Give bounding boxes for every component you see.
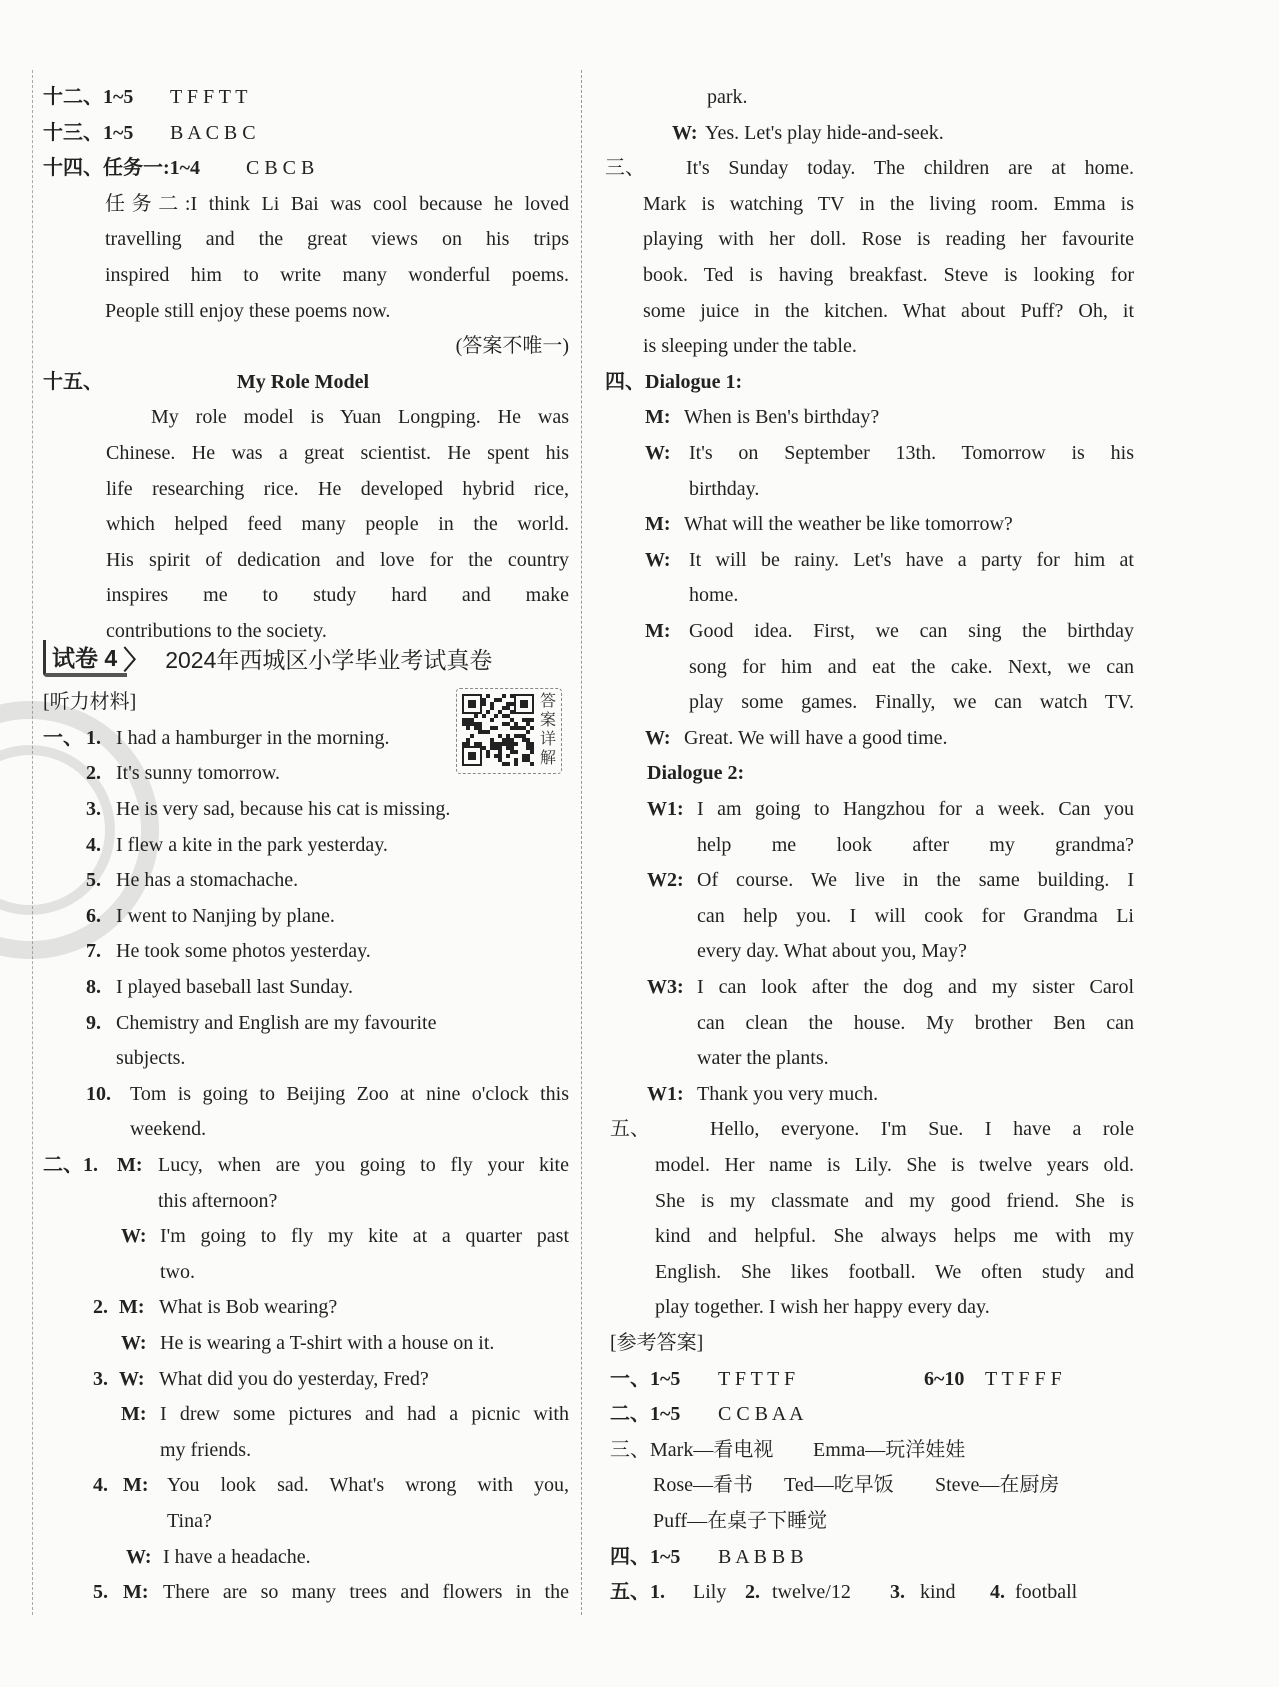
left-line-21-part-1: I flew a kite in the park yesterday. [116, 833, 388, 856]
right-line-29: 五、 [610, 1118, 650, 1141]
right-line-36: 一、1~5 [610, 1367, 681, 1390]
right-line-13-part-1: It will be rainy. Let's have a party for him at [689, 548, 1134, 571]
left-line-42-part-1: M: [123, 1581, 149, 1604]
right-line-9-part-1: When is Ben's birthday? [684, 406, 880, 429]
left-line-2-part-1: C B C B [246, 157, 315, 180]
right-line-26: can clean the house. My brother Ben can [697, 1011, 1134, 1034]
right-line-12-part-1: What will the weather be like tomorrow? [684, 513, 1013, 536]
left-line-22: 5. [86, 869, 101, 892]
left-line-12: which helped feed many people in the world. [106, 513, 569, 536]
left-line-21: 4. [86, 833, 101, 856]
right-line-10: W: [645, 442, 671, 464]
right-line-6: some juice in the kitchen. What about Puff? Oh, it [643, 299, 1134, 322]
right-line-1: W: [672, 121, 698, 144]
right-line-15: M: [645, 620, 671, 642]
left-line-40: Tina? [167, 1510, 212, 1532]
left-line-37: M: [121, 1403, 147, 1426]
left-line-30: 二、1. [43, 1154, 98, 1176]
right-line-42-part-4: 3. [890, 1581, 905, 1604]
right-line-20-part-1: I am going to Hangzhou for a week. Can you [697, 798, 1134, 820]
right-line-12: M: [645, 513, 671, 536]
qr-code-icon [462, 694, 534, 766]
right-line-8: 四、Dialogue 1: [605, 370, 743, 393]
left-line-28-part-1: Tom is going to Beijing Zoo at nine o'clock this [130, 1082, 569, 1105]
left-line-8-part-1: My Role Model [236, 370, 370, 393]
right-line-24: every day. What about you, May? [697, 940, 967, 963]
left-line-39: 4. [93, 1474, 108, 1497]
left-line-6: People still enjoy these poems now. [105, 299, 391, 322]
left-line-5: inspired him to write many wonderful poems. [105, 264, 569, 286]
left-line-29: weekend. [130, 1118, 207, 1141]
right-line-42-part-2: 2. [745, 1581, 760, 1604]
right-line-39-part-2: Steve—在厨房 [935, 1474, 1060, 1497]
left-line-13: His spirit of dedication and love for the country [106, 548, 569, 571]
right-line-40: Puff—在桌子下睡觉 [653, 1510, 828, 1532]
right-line-21: help me look after my grandma? [697, 833, 1134, 856]
right-line-19: Dialogue 2: [647, 762, 745, 785]
left-line-18-part-2: I had a hamburger in the morning. [116, 726, 390, 749]
right-line-13: W: [645, 548, 671, 571]
left-line-4: travelling and the great views on his trips [105, 228, 569, 251]
left-line-30-part-2: Lucy, when are you going to fly your kite [158, 1154, 569, 1176]
left-line-0: 十二、1~5 [43, 86, 134, 108]
right-line-25-part-1: I can look after the dog and my sister Carol [697, 976, 1134, 998]
left-line-24: 7. [86, 940, 101, 963]
left-line-26-part-1: Chemistry and English are my favourite [116, 1011, 437, 1034]
right-line-7: is sleeping under the table. [643, 335, 857, 358]
left-line-3: 任务二:I think Li Bai was cool because he loved [105, 192, 569, 215]
qr-label [538, 691, 558, 767]
left-line-1-part-1: B A C B C [170, 121, 256, 144]
right-line-2-part-1: It's Sunday today. The children are at home. [686, 157, 1134, 180]
right-line-39-part-1: Ted—吃早饭 [784, 1474, 894, 1497]
section-header [43, 640, 492, 676]
left-line-37-part-1: I drew some pictures and had a picnic with [160, 1403, 569, 1426]
left-line-34: 2. [93, 1296, 108, 1319]
left-line-35-part-1: He is wearing a T-shirt with a house on it. [160, 1332, 495, 1354]
right-line-34: play together. I wish her happy every day. [655, 1296, 990, 1319]
left-line-31: this afternoon? [158, 1189, 278, 1212]
right-line-31: She is my classmate and my good friend. She is [655, 1189, 1134, 1212]
left-line-19: 2. [86, 762, 101, 785]
right-line-36-part-2: 6~10 [924, 1367, 965, 1390]
left-line-18-part-1: 1. [86, 726, 101, 749]
right-line-41-part-1: B A B B B [718, 1545, 804, 1568]
right-line-3: Mark is watching TV in the living room. Emma is [643, 192, 1134, 215]
left-line-11: life researching rice. He developed hybrid rice, [106, 477, 569, 500]
left-line-24-part-1: He took some photos yesterday. [116, 940, 371, 963]
right-line-0: park. [707, 86, 748, 108]
right-line-14: home. [689, 584, 739, 607]
right-line-28: W1: [647, 1082, 684, 1105]
left-line-34-part-1: M: [119, 1296, 145, 1319]
right-line-9: M: [645, 406, 671, 429]
right-line-17: play some games. Finally, we can watch TV. [689, 691, 1134, 714]
left-line-28: 10. [86, 1082, 111, 1105]
badge-arrow-icon: 〉 [123, 645, 150, 676]
left-line-27: subjects. [116, 1047, 186, 1070]
left-line-18: 一、 [43, 726, 83, 749]
left-line-41: W: [126, 1545, 152, 1568]
right-line-2: 三、 [605, 157, 645, 180]
left-line-39-part-2: You look sad. What's wrong with you, [167, 1474, 569, 1497]
left-line-34-part-2: What is Bob wearing? [159, 1296, 338, 1319]
right-line-36-part-3: T T F F F [985, 1367, 1062, 1390]
right-line-4: playing with her doll. Rose is reading her favourite [643, 228, 1134, 251]
right-line-5: book. Ted is having breakfast. Steve is looking for [643, 264, 1134, 286]
right-line-11: birthday. [689, 477, 760, 500]
left-line-23-part-1: I went to Nanjing by plane. [116, 904, 335, 927]
left-line-32: W: [121, 1225, 147, 1248]
qr-label-char: 案 [539, 710, 556, 729]
right-line-10-part-1: It's on September 13th. Tomorrow is his [689, 442, 1134, 464]
right-line-38: 三、Mark—看电视 [610, 1438, 774, 1461]
right-line-18: W: [645, 726, 671, 749]
left-line-0-part-1: T F F T T [170, 86, 248, 108]
left-line-7: (答案不唯一) [455, 335, 569, 358]
left-line-33: two. [160, 1260, 195, 1283]
left-line-9: My role model is Yuan Longping. He was [151, 406, 569, 429]
right-line-42-part-6: 4. [990, 1581, 1005, 1604]
left-line-19-part-1: It's sunny tomorrow. [116, 762, 280, 785]
left-line-25-part-1: I played baseball last Sunday. [116, 976, 353, 998]
left-line-2: 十四、任务一:1~4 [43, 157, 201, 180]
left-line-8: 十五、 [43, 370, 103, 393]
left-line-14: inspires me to study hard and make [106, 584, 569, 607]
right-line-22: W2: [647, 869, 684, 892]
left-line-10: Chinese. He was a great scientist. He spent his [106, 442, 569, 464]
left-line-35: W: [121, 1332, 147, 1354]
left-line-42: 5. [93, 1581, 108, 1604]
section-badge: 试卷 4 [43, 640, 127, 677]
right-line-22-part-1: Of course. We live in the same building. I [697, 869, 1134, 892]
section-title: 2024年西城区小学毕业考试真卷 [165, 646, 493, 673]
right-line-25: W3: [647, 976, 684, 998]
right-line-37-part-1: C C B A A [718, 1403, 804, 1426]
right-line-38-part-1: Emma—玩洋娃娃 [813, 1438, 966, 1461]
right-line-18-part-1: Great. We will have a good time. [684, 726, 948, 749]
right-line-35: [参考答案] [610, 1332, 704, 1354]
right-line-20: W1: [647, 798, 684, 820]
left-line-42-part-2: There are so many trees and flowers in the [163, 1581, 569, 1604]
left-line-1: 十三、1~5 [43, 121, 134, 144]
right-line-30: model. Her name is Lily. She is twelve years old. [655, 1154, 1134, 1176]
left-line-23: 6. [86, 904, 101, 927]
right-line-32: kind and helpful. She always helps me with my [655, 1225, 1134, 1248]
right-line-41: 四、1~5 [610, 1545, 681, 1568]
left-line-30-part-1: M: [117, 1154, 143, 1176]
left-line-17: [听力材料] [43, 691, 137, 714]
left-line-22-part-1: He has a stomachache. [116, 869, 299, 892]
left-line-25: 8. [86, 976, 101, 998]
left-line-36-part-2: What did you do yesterday, Fred? [159, 1367, 429, 1390]
right-line-29-part-1: Hello, everyone. I'm Sue. I have a role [710, 1118, 1134, 1141]
qr-label-char: 答 [539, 691, 556, 710]
right-line-1-part-1: Yes. Let's play hide-and-seek. [705, 121, 944, 144]
right-line-27: water the plants. [697, 1047, 829, 1070]
left-line-26: 9. [86, 1011, 101, 1034]
right-line-42-part-5: kind [920, 1581, 956, 1604]
left-line-20: 3. [86, 798, 101, 820]
right-line-23: can help you. I will cook for Grandma Li [697, 904, 1134, 927]
right-line-39: Rose—看书 [653, 1474, 753, 1497]
left-line-15: contributions to the society. [106, 620, 327, 642]
qr-label-char: 解 [539, 748, 556, 767]
left-line-36: 3. [93, 1367, 108, 1390]
qr-code-box[interactable] [456, 688, 562, 774]
right-line-37: 二、1~5 [610, 1403, 681, 1426]
left-line-41-part-1: I have a headache. [163, 1545, 311, 1568]
right-line-16: song for him and eat the cake. Next, we can [689, 655, 1134, 678]
left-line-39-part-1: M: [123, 1474, 149, 1497]
right-line-33: English. She likes football. We often study and [655, 1260, 1134, 1283]
right-line-28-part-1: Thank you very much. [697, 1082, 879, 1105]
right-line-42-part-1: Lily [693, 1581, 727, 1604]
right-line-36-part-1: T F T T F [718, 1367, 796, 1390]
qr-label-char: 详 [539, 729, 556, 748]
right-line-42-part-7: football [1015, 1581, 1078, 1604]
left-line-32-part-1: I'm going to fly my kite at a quarter past [160, 1225, 569, 1248]
left-line-20-part-1: He is very sad, because his cat is missing. [116, 798, 451, 820]
right-line-42-part-3: twelve/12 [772, 1581, 851, 1604]
right-line-42: 五、1. [610, 1581, 665, 1604]
left-line-36-part-1: W: [119, 1367, 145, 1390]
column-divider [581, 70, 582, 1615]
right-line-15-part-1: Good idea. First, we can sing the birthday [689, 620, 1134, 642]
left-line-38: my friends. [160, 1438, 252, 1461]
